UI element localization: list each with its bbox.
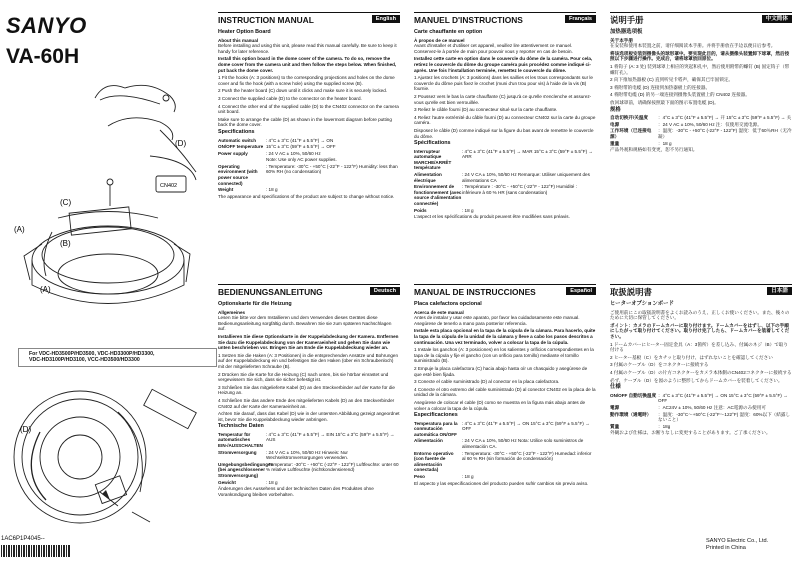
- install-bullet: Instale esta placa opcional en la tapa de la cúpula de la cámara. Para hacerlo, quite la tapa de la cúpula de la unidad de la cámara y lleve a cabo los pasos descritos a continuación. Una vez terminado, volver a colocar la tapa de la cúpula.: [414, 328, 596, 345]
- install-step: 3 付属のケーブル（D）をコネクターに接続する: [610, 362, 709, 368]
- section-fr: [414, 12, 596, 274]
- section-ja: [610, 284, 792, 536]
- spec-row: [414, 438, 596, 449]
- spec-row: [414, 184, 596, 206]
- cable-caution: Disposez le câble (D) comme indiqué sur la figure du bas avant de remettre le couvercle du dôme.: [414, 127, 594, 139]
- install-step: 4 Schließen Sie das andere Ende des mitgelieferten Kabels (D) an den Steckverbinder CN402 auf der Karte der Kameraeinheit an.: [218, 397, 395, 409]
- cable-caution: Make sure to arrange the cable (D) as shown in the lowermost diagram before putting back the dome cover.: [218, 116, 392, 128]
- spec-row: [218, 151, 400, 157]
- install-step: 3 Schließen Sie das mitgelieferte Kabel (D) an den Steckverbinder auf der Karte für die Heizung an.: [218, 384, 395, 396]
- section-es: [414, 284, 596, 536]
- install-step: 2 向下推加热器板 (C) 直到听见卡嗒声，确保其已牢固锁定。: [610, 77, 734, 83]
- install-step: 3 Conecte el cable suministrado (D) al conector en la placa calefactora.: [414, 379, 560, 385]
- install-step: 1 Ajustez les crochets (A: 3 positions) dans les saillies et les trous correspondants sur le couvercle du dôme puis fixez le crochet (muni d'un trou pour vis) à l'aide de la vis (B) fournie.: [414, 75, 593, 92]
- label-d-bottom: (D): [20, 425, 32, 434]
- about-text: Antes de instalar y usar este aparato, por favor lea cuidadosamente este manual. Asegúrese de tenerlo a mano para posterior referencia.: [414, 315, 580, 326]
- section-zh: [610, 12, 792, 274]
- spec-row: [610, 115, 792, 121]
- disclaimer-text: 产品外观和规格如有变更，恕不另行通知。: [610, 147, 698, 153]
- install-step: 1 ドームカバーにヒーター固定金具（A：3箇所）を差し込み、付属のネジ（B）で取り付ける: [610, 341, 788, 353]
- about-heading: About this manual: [218, 37, 259, 43]
- spec-value: : 24 V AC ± 10%, 50/60 Hz Hinweis: Nur Wechselstromversorgungen verwenden.: [266, 449, 349, 461]
- install-step: 4 Connect the other end of the supplied cable (D) to the CN402 connector on the camera unit board.: [218, 103, 399, 115]
- document-code: 1AC6P1P4045--: [1, 536, 45, 542]
- section-header: [218, 12, 400, 26]
- spec-row: [414, 149, 596, 171]
- specifications-heading: Especificaciones: [414, 412, 458, 419]
- install-step: 2 ヒーター基板（C）をカチッと取り付け、はずれないことを確認してください: [610, 354, 773, 360]
- spec-label: Environnement de fonctionnement (avec source d'alimentation connectée): [414, 184, 462, 207]
- cable-caution: Achten Sie darauf, dass das Kabel (D) wie in der untersten Abbildung gezeigt angeordnet ist, bevor Sie die Kuppelabdeckung wieder anbringen.: [218, 411, 400, 422]
- section-de: [218, 284, 400, 536]
- spec-value: : Temperatura: -30°C - +50°C (-22°F - 122°F) Humedad: inferior al 60 % RH (sin formación de condensación): [462, 450, 592, 462]
- disclaimer-text: L'aspect et les spécifications du produit peuvent être modifiées sans préavis.: [414, 214, 570, 220]
- about-heading: Allgemeines: [218, 309, 246, 315]
- about-text: Lesen Sie bitte vor dem Installieren und dem Verwenden dieses Gerätes diese Bedienungsanleitung sorgfältig durch. Bewahren Sie sie zum späteren Nachschlagen auf.: [218, 315, 392, 332]
- about-text: Before installing and using this unit, please read this manual carefully. Be sure to keep it handy for later reference.: [218, 43, 397, 54]
- models-line-1: For VDC-HD3500P/HD3500, VDC-HD3300P/HD3300,: [29, 351, 155, 357]
- section-en: [218, 12, 400, 274]
- barcode: [1, 545, 71, 557]
- spec-label: Gewicht: [218, 479, 236, 485]
- spec-value: ：4°C ± 3°C (41°F ± 5.5°F) → ON 15°C ± 3°C (59°F ± 5.5°F) → OFF: [658, 392, 788, 404]
- cable-routing-diagram: [0, 372, 212, 532]
- about-heading: À propos de ce manuel: [414, 37, 465, 43]
- spec-row: [218, 187, 400, 193]
- disclaimer-text: 外観および仕様は、お断りなしに変更することがあります。ご了承ください。: [610, 430, 771, 436]
- spec-row: [218, 157, 400, 163]
- spec-label: Temperatur für automatisches EIN-/AUSSCHALTEN: [218, 431, 263, 449]
- spec-row: [610, 141, 792, 147]
- spec-row: [610, 128, 792, 139]
- spec-row: [218, 462, 400, 479]
- spec-value: : 18 g: [266, 187, 278, 193]
- install-step: 1 Setzen Sie die Haken (A: 3 Positionen) in die entsprechenden Ansätze und Bohrungen auf der Kuppelabdeckung ein und befestigen Sie den Haken (über ein Schraubenloch) mit der mitgelieferten Schraube (B).: [218, 352, 399, 369]
- spec-label: ON/OFF temperature: [218, 144, 264, 150]
- spec-value: : 24 V CA ± 10%, 50/60 Hz Remarque: Utiliser uniquement des alimentations CA: [462, 172, 590, 183]
- spec-row: [610, 412, 792, 423]
- spec-label: 重量: [610, 140, 620, 146]
- spec-value: : 24 V CA ± 10%, 50/60 Hz Nota: Utilice solo suministros de alimentación CA.: [462, 438, 584, 450]
- language-badge: English: [372, 15, 400, 23]
- section-header: [218, 284, 400, 298]
- spec-value: ：18 g: [658, 140, 672, 146]
- product-subtitle: Carte chauffante en option: [414, 29, 483, 35]
- spec-label: Power supply: [218, 150, 248, 156]
- specifications-heading: 仕様: [610, 384, 621, 391]
- spec-row: [414, 451, 596, 473]
- illustration-panel: [0, 0, 212, 565]
- spec-value: : Température : -30°C - +50°C (-22°F - 122°F) Humidité : inférieure à 60 % HR (sans condensation): [462, 184, 577, 195]
- spec-row: [218, 450, 400, 461]
- label-c: (C): [60, 198, 72, 207]
- spec-label: Alimentación: [414, 438, 443, 444]
- specifications-heading: Technische Daten: [218, 423, 264, 430]
- spec-label: [218, 157, 266, 163]
- spec-value: ：18g: [658, 423, 671, 429]
- about-heading: Acerca de este manual: [414, 309, 464, 315]
- spec-label: Weight: [218, 187, 234, 193]
- section-title: MANUAL DE INSTRUCCIONES: [414, 287, 536, 297]
- spec-label: Operating environment (with power source connected): [218, 163, 258, 186]
- models-line-2: VDC-HD3100P/HD3100, VCC-HD3500/HD3300: [29, 357, 140, 364]
- disclaimer-text: El aspecto y las especificaciones del producto pueden sufrir cambios sin previo aviso.: [414, 480, 589, 486]
- spec-row: [610, 393, 792, 404]
- spec-value: : Temperatur: -30°C - +50°C (-22°F - 122°F) Luftfeuchte: unter 60 % relative Luftfeuchte (nichtkondensierend): [266, 461, 399, 473]
- install-bullet: ポイント：カメラのドームカバーに取り付けます。ドームカバーをはずし、以下の手順にしたがって取り付けてください。取り付け完了したら、ドームカバーを装着してください。: [610, 322, 790, 339]
- install-step: 2 Empuje la placa calefactora (C) hacia abajo hasta oír un chasquido y asegúrese de que esté bien fijada.: [414, 365, 588, 377]
- spec-label: Entorno operativo (con fuente de alimentación conectada): [414, 450, 454, 473]
- spec-row: [218, 144, 400, 150]
- spec-value: : 18 g: [462, 207, 474, 213]
- about-text: Avant d'installer et d'utiliser cet appareil, veuillez lire attentivement ce manuel. Conservez-le à portée de main pour pouvoir vous y reporter en cas de besoin.: [414, 43, 573, 54]
- spec-row: [414, 474, 596, 480]
- spec-row: [218, 480, 400, 486]
- section-header: [610, 12, 792, 26]
- language-badge: 中文简体: [762, 15, 792, 23]
- install-bullet: Installieren Sie diese Optionskarte in der Kuppelabdeckung der Kamera. Entfernen Sie dazu die Kuppelabdeckung von der Kameraeinheit und gehen Sie dann wie unten beschrieben vor. Bringen Sie am Ende die Kuppelabdeckung wieder an.: [218, 333, 399, 351]
- sanyo-logo: SANYO: [6, 13, 87, 38]
- install-step: 2 Push the heater board (C) down until it clicks and make sure it is securely locked.: [218, 88, 388, 94]
- model-number: VA-60H: [6, 45, 80, 68]
- product-subtitle: Placa calefactora opcional: [414, 301, 482, 307]
- install-bullet: Install this option board in the dome cover of the camera. To do so, remove the dome cover from the camera unit and then follow the steps below. When finished, put back the dome cover.: [218, 56, 397, 73]
- spec-value: : Temperature: -30°C - +50°C (-22°F - 122°F) Humidity: less than 60% RH (no condensation): [266, 163, 398, 175]
- specifications-heading: Spécifications: [414, 140, 451, 147]
- section-header: [414, 12, 596, 26]
- spec-row: [414, 172, 596, 183]
- section-title: MANUEL D'INSTRUCTIONS: [414, 15, 523, 25]
- label-a-2: (A): [40, 285, 51, 294]
- product-subtitle: ヒーターオプションボード: [610, 301, 674, 307]
- install-step: 4 Reliez l'autre extrémité du câble fourni (D) au connecteur CN402 sur la carte du groupe caméra.: [414, 114, 596, 126]
- install-step: 2 Poussez vers le bas la carte chauffante (C) jusqu'à ce qu'elle s'enclenche et assurez-vous qu'elle est bien verrouillée.: [414, 93, 592, 105]
- about-text: 在安装和使用本装置之前，请仔细阅读本手册。并将手册放在手边以便日后参考。: [610, 43, 776, 49]
- spec-value: ：24 V AC ± 10%, 50/60 Hz 注：仅使用交流电源。: [658, 121, 762, 127]
- spec-row: [610, 122, 792, 128]
- spec-label: 自动切换开/关温度: [610, 115, 649, 121]
- language-badge: Deutsch: [370, 287, 400, 295]
- footer-right: [706, 538, 768, 552]
- section-title: BEDIENUNGSANLEITUNG: [218, 287, 323, 297]
- spec-label: 質量: [610, 423, 620, 429]
- spec-value: ：温度：-30°C〜+50°C (-22°F〜122°F) 湿度：60%以下（結露しないこと）: [658, 411, 791, 423]
- company-name: SANYO Electric Co., Ltd.: [706, 538, 769, 544]
- spec-row: [218, 432, 400, 449]
- cable-caution: Asegúrese de colocar el cable (D) como se muestra en la figura más abajo antes de volver a colocar la tapa de la cúpula.: [414, 399, 586, 411]
- disclaimer-text: Änderungen des Aussehens und der technischen Daten des Produktes ohne Vorankündigung bleiben vorbehalten.: [218, 486, 374, 497]
- spec-label: Stromversorgung: [218, 449, 257, 455]
- install-step: 3 Connect the supplied cable (D) to the connector on the heater board.: [218, 95, 362, 101]
- language-badge: Español: [566, 287, 596, 295]
- spec-row: [610, 424, 792, 430]
- spec-value: : 4°C ± 3°C (41°F ± 5.5°F) → MAR 15°C ± 3°C (59°F ± 5.5°F) → ARR: [462, 148, 593, 160]
- spec-value: 15°C ± 3°C (59°F ± 5.5°F) → OFF: [266, 144, 336, 150]
- spec-value: : 4°C ± 3°C (41°F ± 5.5°F) → ON: [266, 137, 334, 143]
- product-subtitle: Heater Option Board: [218, 29, 271, 35]
- spec-row: [218, 138, 400, 144]
- spec-row: [414, 208, 596, 214]
- install-step: 1 Instale los ganchos (A: 3 posiciones) en los salientes y orificios correspondientes en la tapa de la cúpula y fije el gancho (con un orificio para tornillo) mediante el tornillo suministrado (B).: [414, 347, 594, 364]
- section-header: [610, 284, 792, 298]
- spec-label: Temperatura para la conmutación automática ON/OFF: [414, 420, 458, 437]
- spec-label: 工作环境（已连接电源）: [610, 128, 652, 139]
- spec-label: ON/OFF 自動切換温度: [610, 392, 657, 398]
- spec-value: ：温度：-30°C - +50°C (-22°F - 122°F) 湿度：低于60％RH（无冷凝）: [658, 128, 792, 139]
- spec-value: : 4°C ± 3°C (41°F ± 5.5°F) → EIN 15°C ± 3°C (59°F ± 5.5°F) → AUS: [266, 431, 395, 443]
- installation-diagram: [0, 60, 212, 345]
- spec-row: [610, 405, 792, 411]
- install-bullet: Installez cette carte en option dans le couvercle du dôme de la caméra. Pour cela, retirez le couvercle du dôme du groupe caméra puis procédez comme indiqué ci-après. Une fois l'installation terminée, remettez le couvercle du dôme.: [414, 56, 593, 73]
- specifications-heading: Specifications: [218, 128, 255, 135]
- spec-label: Automatic switch: [218, 137, 257, 143]
- spec-value: Note: Use only AC power supplies.: [266, 157, 337, 163]
- install-step: 1 Fit the hooks (A: 3 positions) to the corresponding projections and holes on the dome cover and fix the hook (with a screw hole) using the supplied screw (B).: [218, 75, 395, 86]
- spec-row: [218, 164, 400, 186]
- spec-value: : 4°C ± 3°C (41°F ± 5.5°F) → ON 15°C ± 3°C (59°F ± 5.5°F) → OFF: [462, 420, 590, 432]
- about-text: ご使用前にこの取扱説明書をよくお読みのうえ、正しくお使いください。また、後々のために大切に保管してください。: [610, 309, 790, 321]
- label-a-1: (A): [14, 225, 25, 234]
- spec-label: Peso: [414, 474, 425, 480]
- section-header: [414, 284, 596, 298]
- spec-value: ：4°C ± 3°C (41°F ± 5.5°F) → 开 15°C ± 3°C (59°F ± 5.5°F) → 关: [658, 115, 792, 121]
- section-title: INSTRUCTION MANUAL: [218, 15, 314, 25]
- mount-bracket: [108, 118, 173, 140]
- label-d-top: (D): [175, 139, 187, 148]
- cable-caution: 必ず、ケーブル（D）を図のように整形してからドームカバーを装着してください。: [610, 377, 783, 383]
- install-step: 4 付属のケーブル（D）の片方コネクターをカメラ本体側のCN402コネクターに接続する: [610, 369, 792, 375]
- install-step: 1 将钩子 (A: 3 处) 装到球罩上相应的突起和孔中，然后使用附带的螺钉 (B) 固定钩子（带螺钉孔）。: [610, 63, 790, 75]
- product-subtitle: Optionskarte für die Heizung: [218, 301, 292, 307]
- spec-label: 电源: [610, 121, 620, 127]
- install-step: 3 Reliez le câble fourni (D) au connecteur situé sur la carte chauffante.: [414, 107, 558, 113]
- spec-label: Alimentation électrique: [414, 172, 442, 183]
- about-heading: 关于本手册: [610, 37, 633, 43]
- section-title: 说明手册: [610, 15, 644, 25]
- label-cn402: CN402: [160, 183, 178, 189]
- cable-caution: 放回球罩前，请确保按照最下面的图示布置电缆 (D)。: [610, 99, 719, 105]
- install-step: 4 Conecte el otro extremo del cable suministrado (D) al conector CN402 en la placa de la unidad de la cámara.: [414, 386, 596, 398]
- install-step: 4 将附带电缆 (D) 的另一端连接到摄像头装置板上的 CN402 连接器。: [610, 92, 750, 98]
- install-bullet: 将该选项板安装到摄像头的球形罩中。要实现此目的，请从摄像头装置卸下球罩，然后按照以下步骤进行操作。完成后，请将球罩放回原位。: [610, 50, 790, 62]
- product-subtitle: 加热器选项板: [610, 29, 643, 35]
- spec-value: ：AC24V ± 10%, 50/60 Hz 注意：AC電源のみ使用可: [658, 404, 766, 410]
- install-step: 2 Drücken Sie die Karte für die Heizung (C) nach unten, bis sie hörbar einrastet und vergewissern Sie sich, dass sie sicher befestigt ist.: [218, 371, 389, 383]
- spec-label: 動作環境（通電時）: [610, 411, 652, 417]
- printed-in: Printed in China: [706, 545, 746, 551]
- specifications-heading: 规格: [610, 106, 621, 113]
- spec-label: Poids: [414, 207, 427, 213]
- spec-label: Umgebungsbedingungen (bei angeschlossener Stromversorgung): [218, 461, 274, 479]
- label-b: (B): [60, 239, 71, 248]
- spec-row: [414, 421, 596, 438]
- spec-value: : 18 g: [462, 474, 474, 480]
- disclaimer-text: The appearance and specifications of the product are subject to change without notice.: [218, 193, 395, 199]
- compatible-models-note: [18, 348, 217, 367]
- spec-value: : 18 g: [266, 479, 278, 485]
- language-badge: Français: [565, 15, 596, 23]
- spec-value: : 24 V AC ± 10%, 50/60 Hz: [266, 150, 321, 156]
- spec-label: 電源: [610, 404, 620, 410]
- install-step: 3 将附带的电缆 (D) 连接到加热器板上的连接器。: [610, 84, 711, 90]
- language-badge: 日本語: [767, 287, 792, 295]
- section-title: 取扱説明書: [610, 287, 652, 297]
- spec-label: Interrupteur automatique MARCHE/ARRÊT température: [414, 148, 452, 171]
